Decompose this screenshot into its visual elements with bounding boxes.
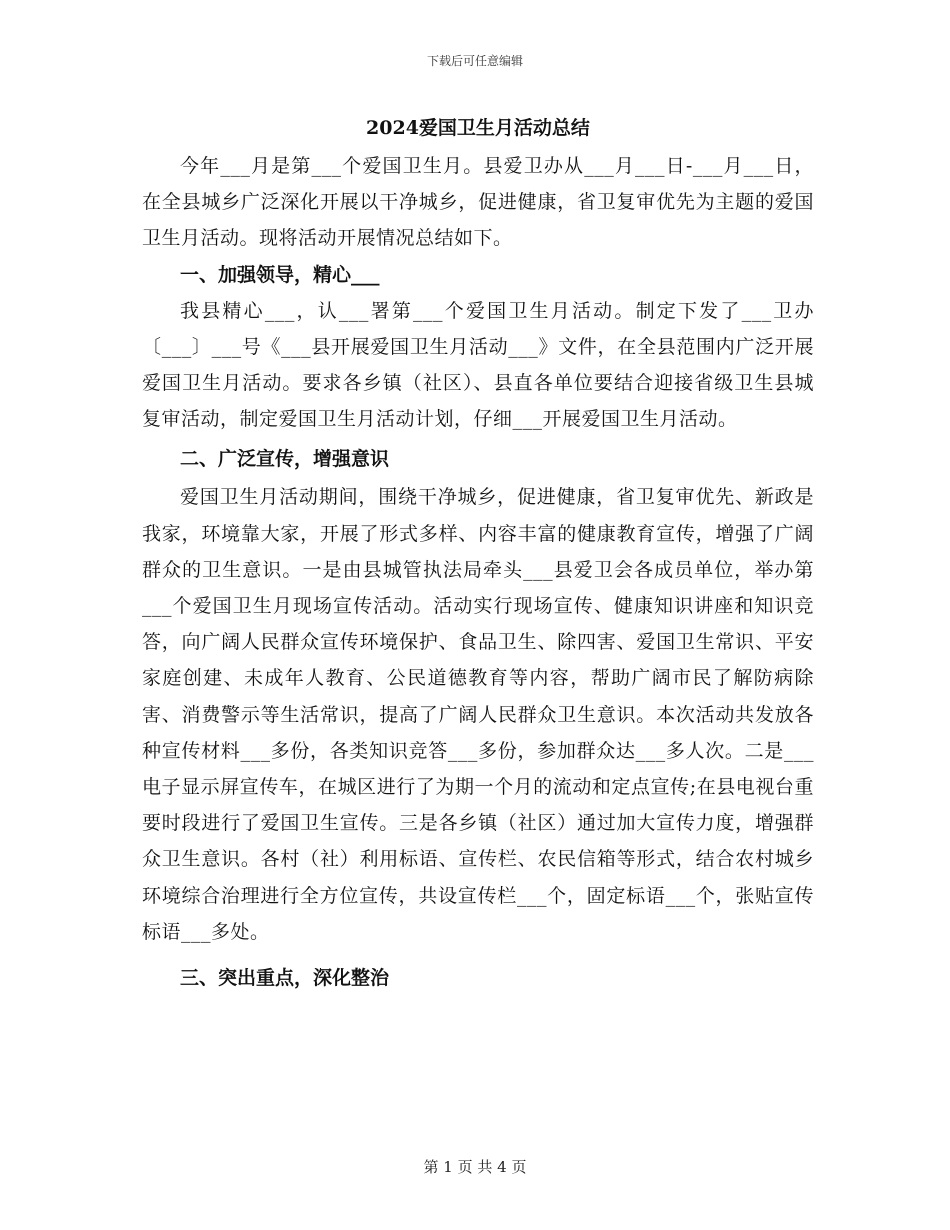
section-body-1: 我县精心___，认___署第___个爱国卫生月活动。制定下发了___卫办〔___〕___号《___县开展爱国卫生月活动___》文件，在全县范围内广泛开展爱国卫生月活动。要求各乡镇（社区）、县直各单位要结合迎接省级卫生县城复审活动，制定爱国卫生月活动计划，仔细___开展爱国卫生月活动。 [142, 299, 814, 431]
header-note: 下载后可任意编辑 [426, 54, 523, 68]
section-heading-3: 三、突出重点，深化整治 [180, 967, 390, 990]
intro-paragraph: 今年___月是第___个爱国卫生月。县爱卫办从___月___日-___月___日，在全县城乡广泛深化开展以干净城乡，促进健康，省卫复审优先为主题的爱国卫生月活动。现将活动开展情况总结如下。 [142, 155, 814, 250]
section-heading-1: 一、加强领导，精心___ [180, 263, 380, 286]
document-body [142, 112, 814, 996]
document-title: 2024爱国卫生月活动总结 [366, 117, 590, 139]
page-footer: 第 1 页 共 4 页 [423, 1158, 527, 1176]
section-heading-2: 二、广泛宣传，增强意识 [180, 448, 390, 471]
section-body-2: 爱国卫生月活动期间，围绕干净城乡，促进健康，省卫复审优先、新政是我家，环境靠大家，开展了形式多样、内容丰富的健康教育宣传，增强了广阔群众的卫生意识。一是由县城管执法局牵头___县爱卫会各成员单位，举办第___个爱国卫生月现场宣传活动。活动实行现场宣传、健康知识讲座和知识竞答，向广阔人民群众宣传环境保护、食品卫生、除四害、爱国卫生常识、平安家庭创建、未成年人教育、公民道德教育等内容，帮助广阔市民了解防病除害、消费警示等生活常识，提高了广阔人民群众卫生意识。本次活动共发放各种宣传材料___多份，各类知识竞答___多份，参加群众达___多人次。二是___电子显示屏宣传车，在城区进行了为期一个月的流动和定点宣传;在县电视台重要时段进行了爱国卫生宣传。三是各乡镇（社区）通过加大宣传力度，增强群众卫生意识。各村（社）利用标语、宣传栏、农民信箱等形式，结合农村城乡环境综合治理进行全方位宣传，共设宣传栏___个，固定标语___个，张贴宣传标语___多处。 [142, 486, 814, 943]
